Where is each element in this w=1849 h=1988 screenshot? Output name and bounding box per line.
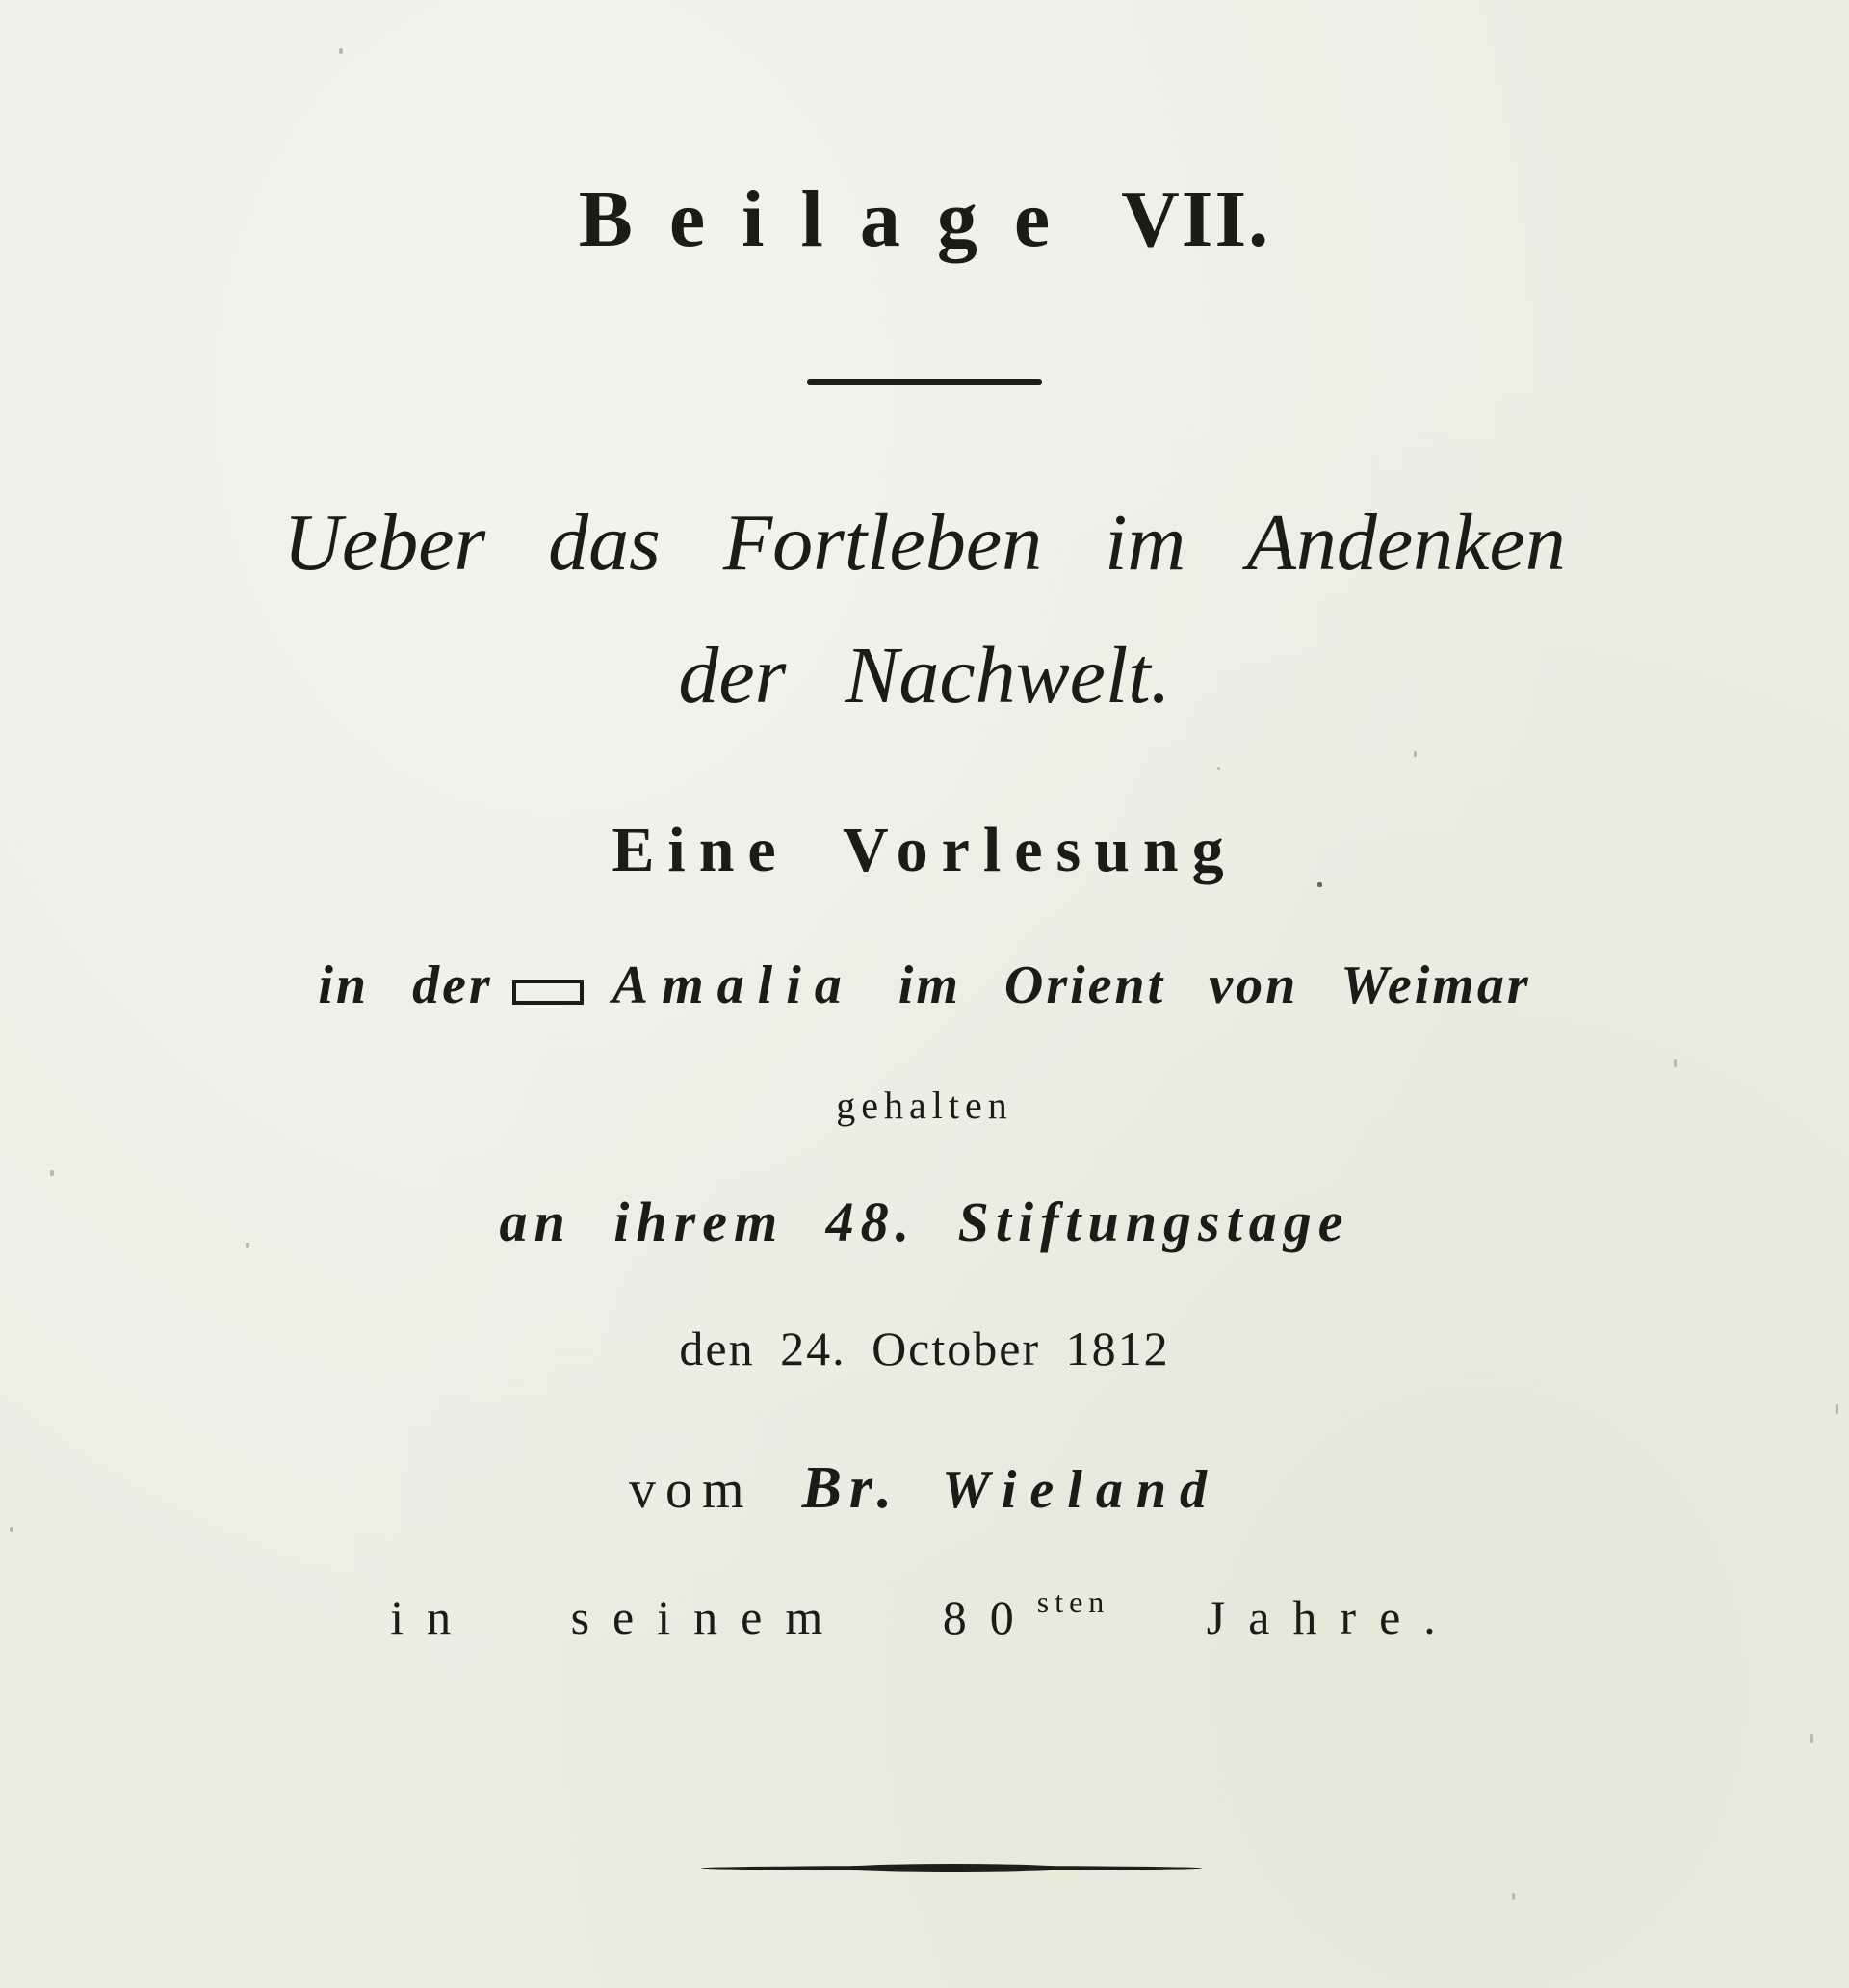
age-ordinal: sten — [1036, 1584, 1110, 1619]
heading-numeral: VII. — [1121, 174, 1271, 264]
age-suffix: Jahre. — [1206, 1590, 1459, 1644]
age-number: 80 — [942, 1590, 1037, 1644]
title-line-2: der Nachwelt. — [678, 631, 1171, 720]
top-divider-rule — [807, 379, 1042, 385]
author-prefix: vom — [629, 1460, 754, 1520]
paper-speck — [339, 48, 343, 54]
paper-speck — [1674, 1059, 1677, 1067]
paper-speck — [246, 1242, 249, 1248]
lodge-symbol-icon — [512, 980, 584, 1005]
occasion-line: an ihrem 48. Stiftungstage — [499, 1190, 1350, 1253]
age-prefix: in seinem — [390, 1590, 846, 1644]
lodge-name: Amalia — [612, 955, 855, 1015]
author-line — [0, 1455, 1849, 1521]
paper-speck — [1810, 1734, 1813, 1743]
date-line: den 24. October 1812 — [679, 1321, 1170, 1375]
paper-speck — [1512, 1893, 1515, 1900]
held-line: gehalten — [836, 1084, 1013, 1127]
age-line — [0, 1584, 1849, 1644]
paper-speck — [1836, 1404, 1838, 1414]
paper-speck — [50, 1170, 54, 1176]
paper-speck — [1317, 882, 1322, 887]
heading — [0, 174, 1849, 264]
author-title: Br. — [801, 1455, 900, 1521]
lodge-prefix: in der — [318, 955, 493, 1015]
lodge-suffix: im Orient von Weimar — [898, 955, 1531, 1015]
paper-speck — [1217, 767, 1220, 770]
paper-speck — [1414, 751, 1417, 757]
lodge-line — [0, 955, 1849, 1015]
paper-speck — [10, 1527, 13, 1532]
author-name: Wieland — [942, 1460, 1220, 1520]
heading-word: Beilage — [578, 174, 1087, 264]
bottom-divider-rule-thick — [838, 1864, 1069, 1872]
subtitle: Eine Vorlesung — [612, 815, 1237, 885]
title-line-1: Ueber das Fortleben im Andenken — [283, 498, 1566, 588]
